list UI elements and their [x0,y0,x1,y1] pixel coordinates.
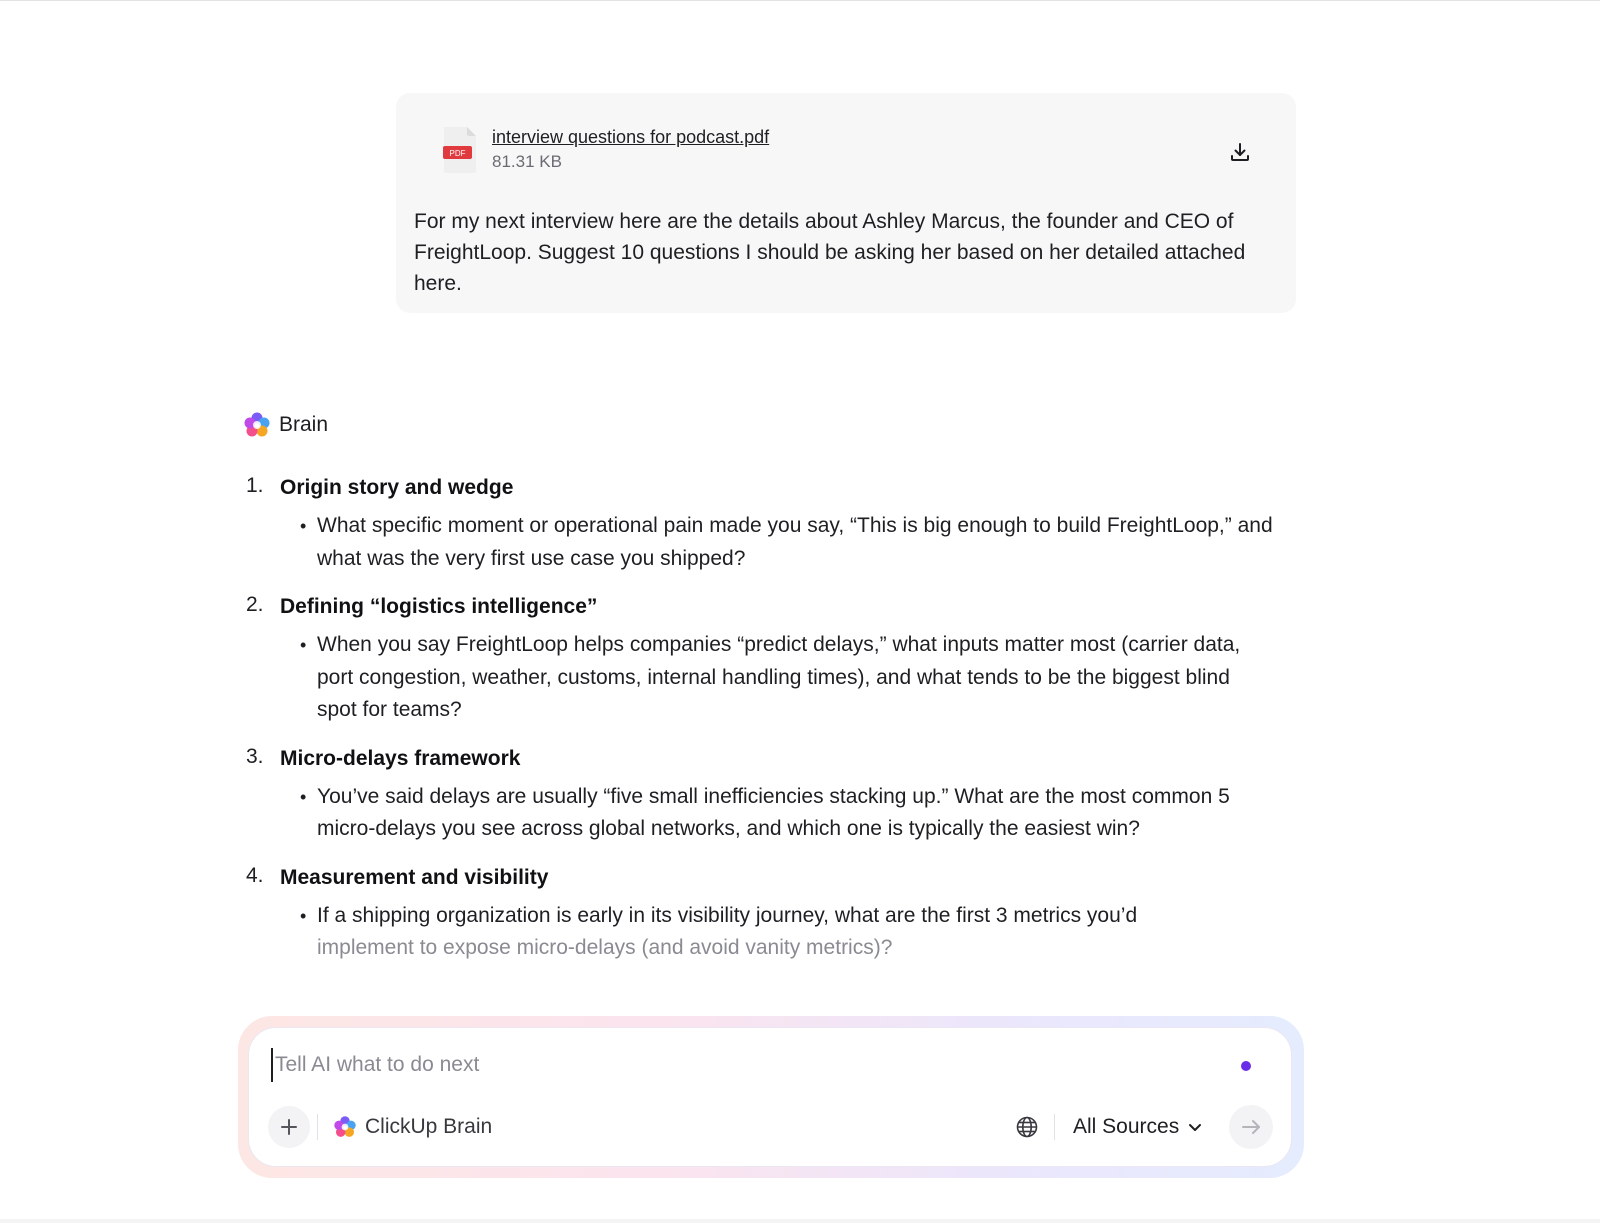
scroll-fade [230,975,1310,1020]
send-button[interactable] [1229,1105,1273,1149]
bullet-dot: • [300,635,307,655]
user-message-text: For my next interview here are the details about Ashley Marcus, the founder and CEO of FreightLoop. Suggest 10 questions I should be asking her based on her detailed attached here. [414,210,1246,295]
attachment-file-size: 81.31 KB [492,152,562,171]
status-dot [1241,1061,1251,1071]
prompt-input[interactable] [271,1048,1211,1082]
file-attachment [442,127,1262,179]
bottom-divider [0,1219,1600,1223]
arrow-right-icon [1240,1116,1262,1138]
list-item-title: Micro-delays framework [280,746,521,770]
bullet-text-line2: implement to expose micro-delays (and avoid vanity metrics)? [317,936,893,959]
bullet-text-line1: If a shipping organization is early in its visibility journey, what are the first 3 metrics you’d [317,903,1138,927]
bullet-dot: • [300,905,307,926]
assistant-response [243,470,1273,979]
toolbar-divider [1054,1114,1055,1140]
globe-icon [1015,1115,1039,1139]
list-item [243,470,1273,575]
list-item-bullet [300,781,1273,846]
list-item [243,589,1273,727]
list-item-title: Measurement and visibility [280,865,549,889]
sources-label: All Sources [1073,1115,1180,1138]
bullet-text: What specific moment or operational pain made you say, “This is big enough to build FreightLoop,” and what was the very first use case you shipped? [317,514,1273,570]
download-button[interactable] [1226,138,1254,166]
bullet-dot: • [300,516,307,536]
list-item-bullet [300,900,1273,965]
download-icon [1229,141,1251,163]
bullet-text: When you say FreightLoop helps companies “predict delays,” what inputs matter most (carrier data, port congestion, weather, customs, internal handling times), and what tends to be the biggest blind spot for teams? [317,633,1241,721]
list-item-bullet [300,629,1273,727]
bullet-dot: • [300,786,307,807]
list-item-bullet [300,510,1273,575]
top-divider [0,0,1600,1]
list-item-title: Origin story and wedge [280,476,514,499]
assistant-header [243,410,328,440]
assistant-name: Brain [279,413,329,436]
bullet-text: You’ve said delays are usually “five small inefficiencies stacking up.” What are the most common 5 micro-delays you see across global networks, and which one is typically the easiest win? [317,784,1230,840]
list-item-number: 4. [246,863,264,887]
attachment-file-name-link[interactable]: interview questions for podcast.pdf [492,127,770,147]
composer [248,1027,1292,1167]
sources-dropdown[interactable] [1073,1112,1203,1142]
list-item [243,860,1273,965]
clickup-brain-logo-icon [333,1115,357,1139]
list-item [243,741,1273,846]
list-item-number: 3. [246,744,264,768]
model-name-label: ClickUp Brain [365,1115,493,1138]
model-selector-button[interactable] [333,1112,492,1142]
pdf-file-icon [442,127,478,173]
plus-icon [279,1117,299,1137]
user-message-card [396,93,1296,313]
list-item-number: 2. [246,593,264,616]
web-search-toggle[interactable] [1013,1113,1041,1141]
brain-logo-icon [243,411,271,439]
list-item-title: Defining “logistics intelligence” [280,595,598,618]
chevron-down-icon [1187,1119,1203,1135]
toolbar-divider [317,1114,318,1140]
add-attachment-button[interactable] [268,1106,310,1148]
pdf-badge-label: PDF [449,149,466,158]
list-item-number: 1. [246,474,264,497]
